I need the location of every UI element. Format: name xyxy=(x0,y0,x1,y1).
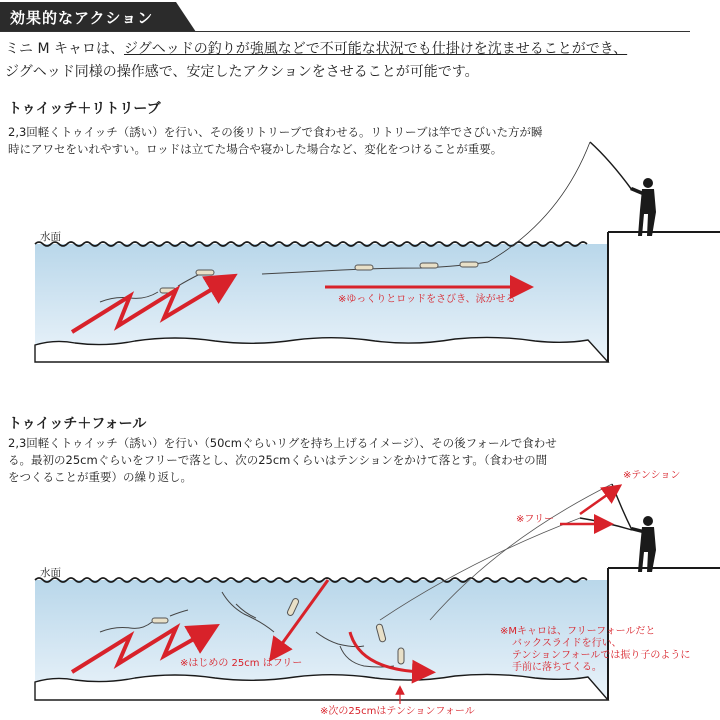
section1-desc-line2: 時にアワセをいれやすい。ロッドは立てた場合や寝かした場合など、変化をつけることが重要。 xyxy=(8,142,503,156)
section2-note-first25: ※はじめの 25cm はフリー xyxy=(180,658,303,669)
section1-title: トゥイッチ＋リトリーブ xyxy=(8,101,161,117)
section2-note-next25: ※次の25cmはテンションフォール xyxy=(320,706,475,717)
section2-angler-icon xyxy=(630,516,656,572)
section2-diagram xyxy=(35,469,720,717)
intro-prefix: ミニ M キャロは、 xyxy=(5,41,124,57)
section2-tension-arrow xyxy=(580,490,614,514)
page-title: 効果的なアクション xyxy=(10,9,154,27)
section2-desc-line1: 2,3回軽くトゥイッチ（誘い）を行い（50cmぐらいリグを持ち上げるイメージ）、その後フォールで食わせ xyxy=(8,436,557,450)
section1-pier xyxy=(608,232,720,362)
section2-desc-line3: をつくることが重要）の繰り返し。 xyxy=(8,470,192,484)
section2-desc-line2: る。最初の25cmぐらいをフリーで落とし、次の25cmくらいはテンションをかけて落とす。（食わせの間 xyxy=(8,453,548,467)
section2-note-mcaro-line3: テンションフォールでは振り子のように xyxy=(512,650,691,661)
section2-rod-tension xyxy=(612,484,632,530)
intro-line2: ジグヘッド同様の操作感で、安定したアクションをさせることが可能です。 xyxy=(5,64,479,80)
section1-desc-line1: 2,3回軽くトゥイッチ（誘い）を行い、その後リトリーブで食わせる。リトリーブは竿でさびいた方が瞬 xyxy=(8,125,543,139)
section2-water-label: 水面 xyxy=(40,567,61,579)
section2-note-mcaro-line1: ※Mキャロは、フリーフォールだと xyxy=(500,626,656,637)
section1-angler-icon xyxy=(630,178,656,236)
section2-note-mcaro-line4: 手前に落ちてくる。 xyxy=(512,662,602,673)
section1-note-slow: ※ゆっくりとロッドをさびき、泳がせる xyxy=(338,294,516,305)
section2-note-free: ※フリー xyxy=(516,514,554,525)
section1-water-label: 水面 xyxy=(40,231,61,243)
intro-underlined: ジグヘッドの釣りが強風などで不可能な状況でも仕掛けを沈ませることができ、 xyxy=(123,41,628,57)
section2-title: トゥイッチ＋フォール xyxy=(8,416,147,432)
section1-rod xyxy=(590,142,632,190)
section2-note-tension: ※テンション xyxy=(623,470,681,481)
section1-diagram xyxy=(35,142,720,362)
section2-note-mcaro-line2: バックスライドを行い、 xyxy=(512,638,622,649)
